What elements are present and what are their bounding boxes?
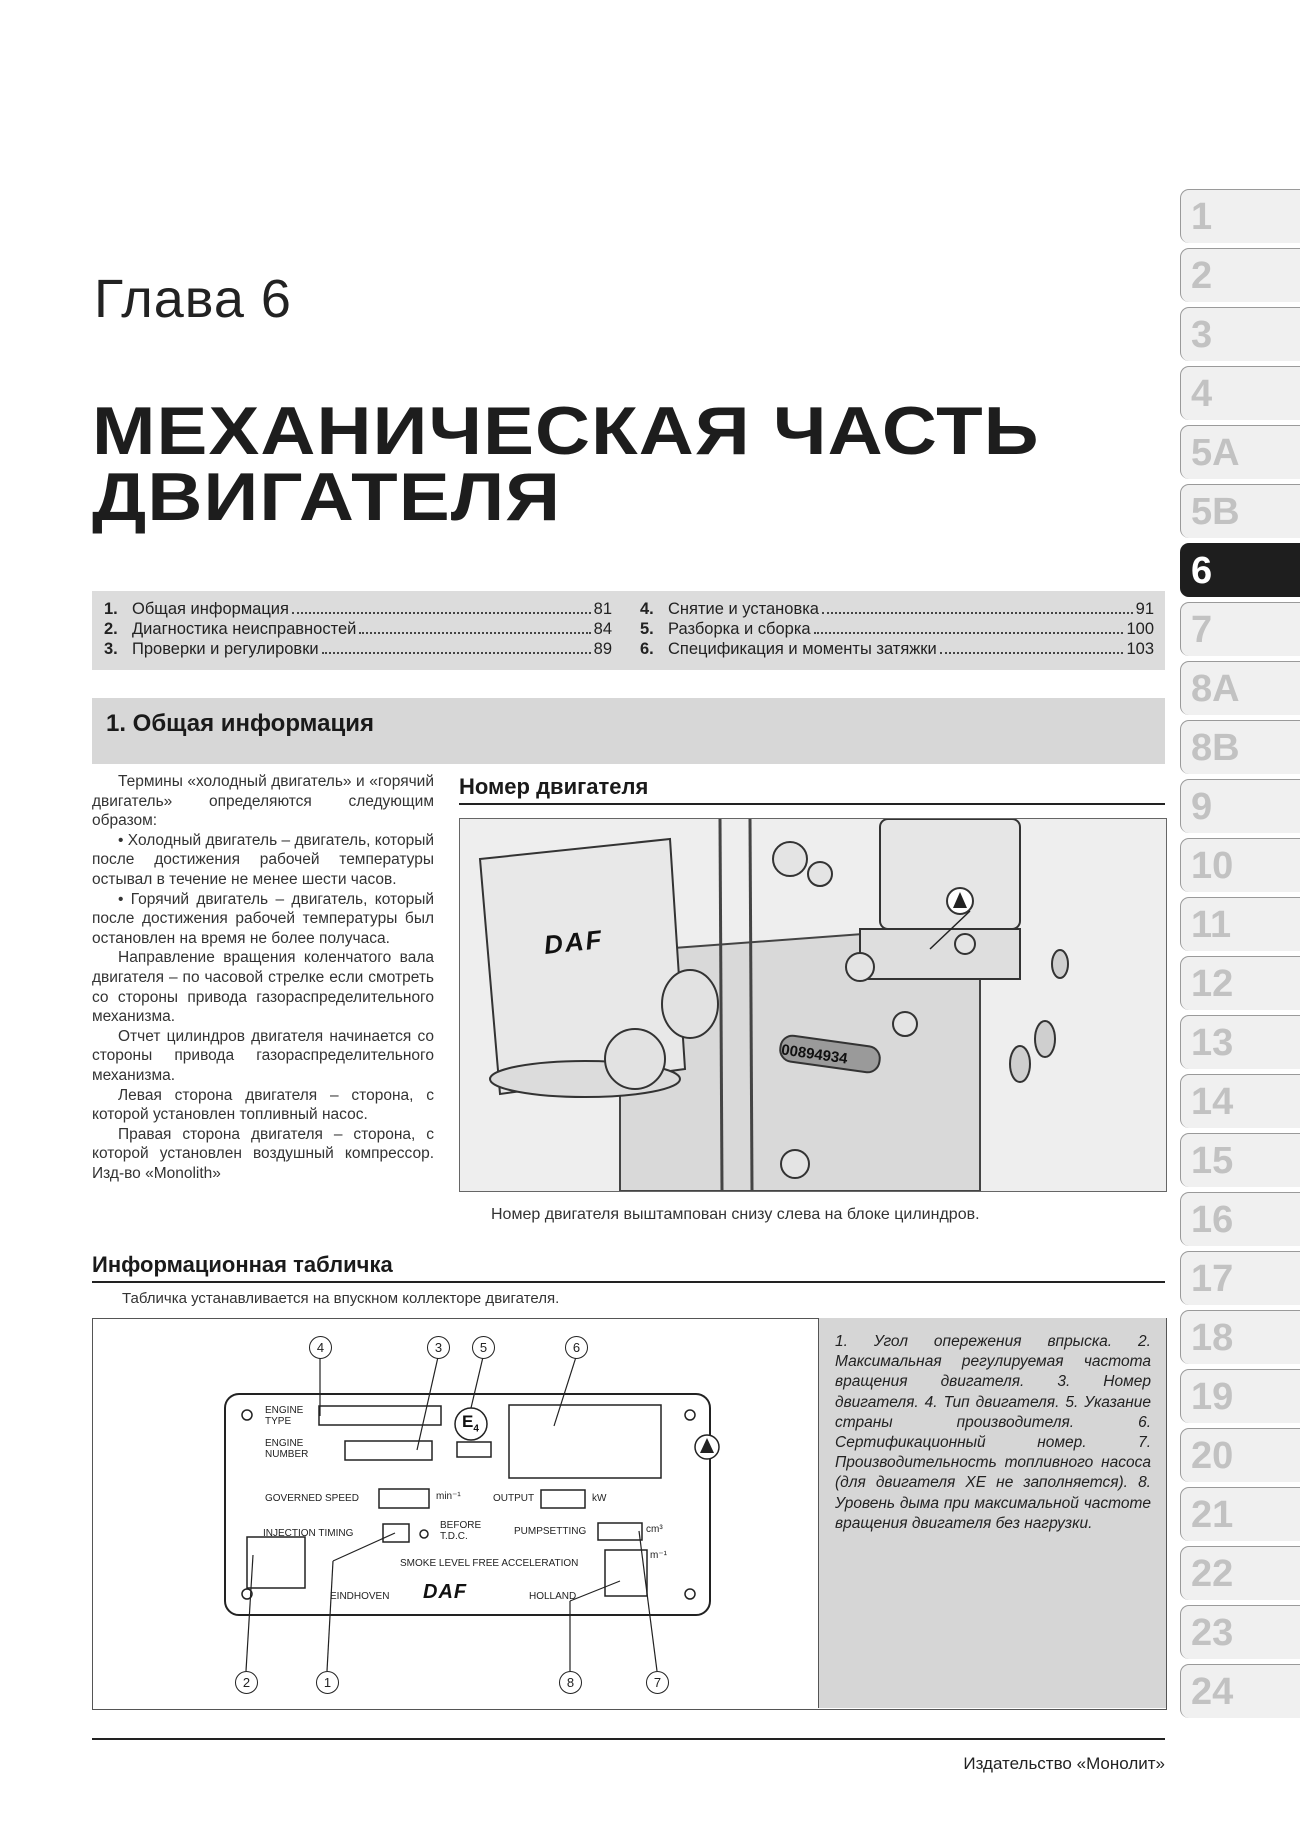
chapter-tab-16[interactable] [1180, 1192, 1300, 1246]
label-pumpsetting: PUMPSETTING [514, 1526, 587, 1537]
label-engine-number [265, 1438, 308, 1460]
emark-country: 4 [473, 1423, 479, 1435]
intro-paragraph: Правая сторона двигателя – сторона, с которой установлен воздушный компрессор. Изд-во «Monolith» [92, 1125, 434, 1182]
contents-item[interactable] [640, 640, 1154, 660]
chapter-label: Глава 6 [94, 269, 292, 329]
plate-drawing [93, 1319, 819, 1709]
engine-block-illustration [460, 819, 1166, 1191]
contents-item[interactable] [104, 640, 612, 660]
callout-2: 2 [235, 1671, 258, 1694]
contents-item-page: 100 [1126, 620, 1154, 638]
chapter-tab-18[interactable] [1180, 1310, 1300, 1364]
chapter-tab-10[interactable] [1180, 838, 1300, 892]
contents-item-title: Проверки и регулировки [132, 640, 319, 658]
label-before-line1: BEFORE [440, 1520, 482, 1531]
contents-item-page: 91 [1135, 600, 1154, 618]
contents-item[interactable] [640, 620, 1154, 640]
plate-heading: Информационная табличка [92, 1252, 393, 1277]
label-smoke-level: SMOKE LEVEL FREE ACCELERATION [400, 1558, 579, 1569]
chapter-tab-8a[interactable] [1180, 661, 1300, 715]
contents-column-left [104, 600, 612, 660]
chapter-tab-label: 14 [1191, 1081, 1234, 1123]
chapter-title-line2: ДВИГАТЕЛЯ [92, 459, 562, 535]
callout-8: 8 [559, 1671, 582, 1694]
chapter-contents [92, 591, 1165, 670]
daf-logo: DAF [542, 923, 605, 961]
chapter-tab-22[interactable] [1180, 1546, 1300, 1600]
chapter-tab-label: 11 [1191, 904, 1232, 946]
chapter-tab-label: 1 [1191, 196, 1213, 238]
label-m-unit: m⁻¹ [650, 1550, 667, 1561]
chapter-tab-label: 8A [1191, 668, 1240, 710]
contents-leader [940, 652, 1124, 654]
chapter-tab-label: 4 [1191, 373, 1213, 415]
chapter-tab-11[interactable] [1180, 897, 1300, 951]
chapter-tab-13[interactable] [1180, 1015, 1300, 1069]
chapter-tab-label: 6 [1191, 550, 1213, 592]
label-engine-type [265, 1405, 303, 1427]
section-header [92, 698, 1165, 764]
intro-bullet: • Холодный двигатель – двигатель, который после достижения рабочей температуры остывал в течение не менее шести часов. [92, 831, 434, 888]
label-engine-number-line1: ENGINE [265, 1438, 304, 1449]
label-engine-type-line2: TYPE [265, 1416, 292, 1427]
chapter-title [92, 393, 1040, 535]
chapter-tab-14[interactable] [1180, 1074, 1300, 1128]
chapter-tab-5a[interactable] [1180, 425, 1300, 479]
chapter-tab-19[interactable] [1180, 1369, 1300, 1423]
intro-paragraph: Направление вращения коленчатого вала двигателя – по часовой стрелке если смотреть со стороны привода газораспределительного механизма. [92, 949, 434, 1026]
contents-item-title: Диагностика неисправностей [132, 620, 357, 638]
chapter-title-line1: МЕХАНИЧЕСКАЯ ЧАСТЬ [92, 393, 1040, 469]
chapter-tab-5b[interactable] [1180, 484, 1300, 538]
label-kw: kW [592, 1493, 607, 1504]
contents-column-right [640, 600, 1154, 660]
label-injection-timing: INJECTION TIMING [263, 1528, 354, 1539]
chapter-tab-label: 9 [1191, 786, 1213, 828]
callout-4: 4 [309, 1336, 332, 1359]
chapter-tab-label: 17 [1191, 1258, 1234, 1300]
plate-daf-logo: DAF [423, 1581, 468, 1603]
chapter-tab-7[interactable] [1180, 602, 1300, 656]
label-engine-number-line2: NUMBER [265, 1449, 309, 1460]
engine-number-caption: Номер двигателя выштампован снизу слева на блоке цилиндров. [491, 1206, 980, 1223]
plate-legend [818, 1318, 1166, 1708]
contents-item-number: 1. [104, 600, 118, 618]
intro-paragraph: Термины «холодный двигатель» и «горячий двигатель» определяются следующим образом: [92, 773, 434, 830]
chapter-tab-label: 12 [1191, 963, 1234, 1005]
chapter-tab-6[interactable] [1180, 543, 1300, 597]
label-engine-type-line1: ENGINE [265, 1405, 304, 1416]
publisher-footer: Издательство «Монолит» [963, 1754, 1165, 1773]
plate-intro: Табличка устанавливается на впускном коллекторе двигателя. [122, 1290, 560, 1307]
chapter-tab-label: 2 [1191, 255, 1213, 297]
contents-item-title: Спецификация и моменты затяжки [668, 640, 937, 658]
contents-item-number: 5. [640, 620, 654, 638]
label-before-line2: T.D.C. [440, 1531, 468, 1542]
engine-number-heading: Номер двигателя [459, 774, 649, 799]
label-eindhoven: EINDHOVEN [330, 1591, 390, 1602]
section-title: 1. Общая информация [106, 710, 374, 737]
label-governed-speed: GOVERNED SPEED [265, 1493, 359, 1504]
engine-block-photo [459, 818, 1167, 1192]
contents-item[interactable] [104, 600, 612, 620]
callout-7: 7 [646, 1671, 669, 1694]
contents-leader [822, 612, 1133, 614]
contents-item-title: Разборка и сборка [668, 620, 811, 638]
chapter-tab-label: 5B [1191, 491, 1240, 533]
chapter-tab-label: 15 [1191, 1140, 1234, 1182]
contents-item[interactable] [640, 600, 1154, 620]
intro-paragraph: Отчет цилиндров двигателя начинается со стороны привода газораспределительного механизма. [92, 1027, 434, 1084]
chapter-tab-label: 10 [1191, 845, 1234, 887]
intro-paragraph: Левая сторона двигателя – сторона, с которой установлен топливный насос. [92, 1086, 434, 1124]
contents-item-page: 84 [593, 620, 612, 638]
chapter-tab-label: 23 [1191, 1612, 1234, 1654]
chapter-tab-label: 5A [1191, 432, 1240, 474]
callout-3: 3 [427, 1336, 450, 1359]
chapter-tab-label: 8B [1191, 727, 1240, 769]
chapter-tab-label: 13 [1191, 1022, 1234, 1064]
engine-number-rule [459, 803, 1165, 805]
contents-item-page: 89 [593, 640, 612, 658]
plate-rule [92, 1281, 1165, 1283]
chapter-tab-label: 24 [1191, 1671, 1234, 1713]
footer-rule [92, 1738, 1165, 1740]
label-output: OUTPUT [493, 1493, 535, 1504]
contents-item-number: 2. [104, 620, 118, 638]
callout-6: 6 [565, 1336, 588, 1359]
chapter-tab-4[interactable] [1180, 366, 1300, 420]
chapter-tab-label: 22 [1191, 1553, 1234, 1595]
chapter-tab-2[interactable] [1180, 248, 1300, 302]
contents-item-page: 81 [593, 600, 612, 618]
chapter-tab-label: 19 [1191, 1376, 1234, 1418]
chapter-tab-label: 20 [1191, 1435, 1234, 1477]
chapter-tab-label: 18 [1191, 1317, 1234, 1359]
chapter-tab-9[interactable] [1180, 779, 1300, 833]
chapter-tab-17[interactable] [1180, 1251, 1300, 1305]
contents-leader [322, 652, 591, 654]
plate-legend-text: 1. Угол опережения впрыска. 2. Максимальная регулируемая частота вращения двигателя. 3. Номер двигателя. 4. Тип двигателя. 5. Указание страны производителя. 6. Сертификационный номер. 7. Производительность топливного насоса (для двигателя XE не заполняется). 8. Уровень дыма при максимальной частоте вращения двигателя без нагрузки. [835, 1333, 1151, 1532]
label-holland: HOLLAND [529, 1591, 577, 1602]
intro-bullet: • Горячий двигатель – двигатель, который после достижения рабочей температуры был остановлен на время не более получаса. [92, 890, 434, 947]
label-before-tdc [440, 1520, 481, 1542]
label-cm3: cm³ [646, 1524, 663, 1535]
contents-item-title: Общая информация [132, 600, 289, 618]
chapter-tab-3[interactable] [1180, 307, 1300, 361]
intro-text [92, 772, 434, 1183]
chapter-tab-12[interactable] [1180, 956, 1300, 1010]
chapter-tab-23[interactable] [1180, 1605, 1300, 1659]
contents-item[interactable] [104, 620, 612, 640]
contents-leader [814, 632, 1124, 634]
callout-5: 5 [472, 1336, 495, 1359]
chapter-tab-label: 21 [1191, 1494, 1234, 1536]
contents-leader [292, 612, 591, 614]
contents-item-number: 4. [640, 600, 654, 618]
contents-item-number: 3. [104, 640, 118, 658]
chapter-tab-8b[interactable] [1180, 720, 1300, 774]
callout-1: 1 [316, 1671, 339, 1694]
emark-letter: E [462, 1412, 474, 1431]
engine-number-stamp: 00894934 [780, 1041, 849, 1068]
chapter-tab-label: 16 [1191, 1199, 1234, 1241]
contents-item-number: 6. [640, 640, 654, 658]
chapter-tab-label: 3 [1191, 314, 1213, 356]
contents-item-title: Снятие и установка [668, 600, 819, 618]
emark-symbol [462, 1412, 479, 1434]
chapter-tab-21[interactable] [1180, 1487, 1300, 1541]
chapter-tab-15[interactable] [1180, 1133, 1300, 1187]
chapter-tab-1[interactable] [1180, 189, 1300, 243]
chapter-tab-20[interactable] [1180, 1428, 1300, 1482]
contents-item-page: 103 [1126, 640, 1154, 658]
contents-leader [359, 632, 590, 634]
label-min-unit: min⁻¹ [436, 1491, 461, 1502]
chapter-tab-24[interactable] [1180, 1664, 1300, 1718]
chapter-tab-label: 7 [1191, 609, 1213, 651]
